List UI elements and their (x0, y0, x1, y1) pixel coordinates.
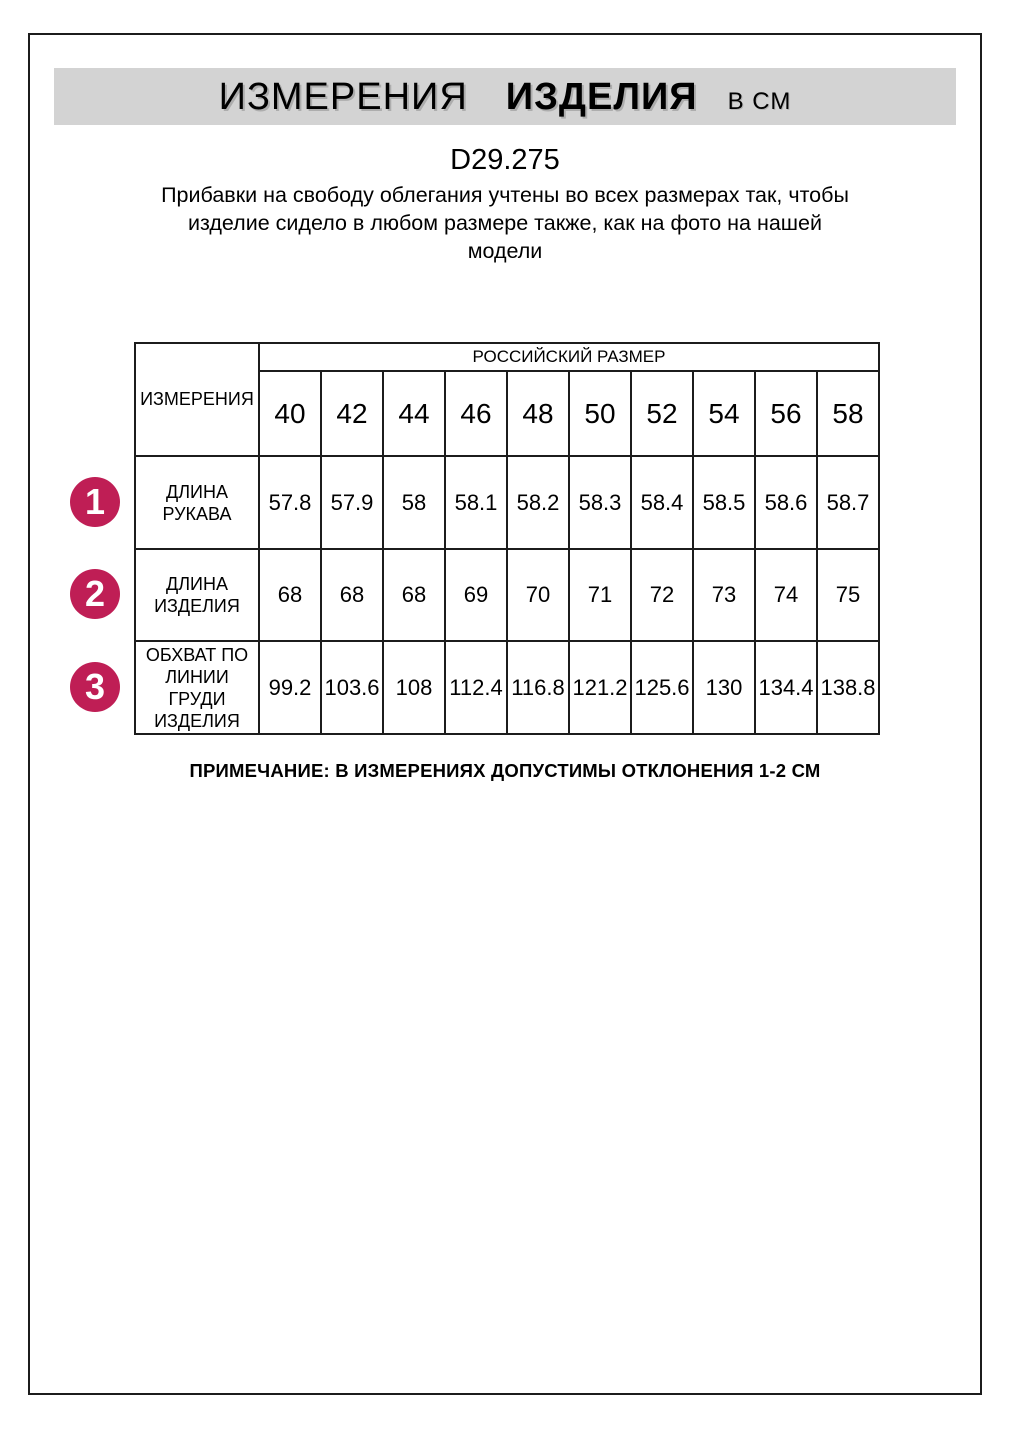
size-header-52: 52 (631, 371, 693, 456)
size-header-54: 54 (693, 371, 755, 456)
value-cell: 58.1 (445, 456, 507, 549)
description-line: Прибавки на свободу облегания учтены во всех размерах так, чтобы (161, 183, 849, 207)
size-table (134, 342, 880, 735)
value-cell: 116.8 (507, 641, 569, 734)
value-cell: 108 (383, 641, 445, 734)
value-cell: 68 (321, 549, 383, 641)
row-number-badge-2: 2 (70, 569, 120, 619)
size-header-44: 44 (383, 371, 445, 456)
group-header-row (135, 343, 879, 371)
value-cell: 58 (383, 456, 445, 549)
value-cell: 125.6 (631, 641, 693, 734)
model-code: D29.275 (450, 144, 560, 176)
value-cell: 103.6 (321, 641, 383, 734)
value-cell: 121.2 (569, 641, 631, 734)
value-cell: 58.4 (631, 456, 693, 549)
value-cell: 69 (445, 549, 507, 641)
value-cell: 58.2 (507, 456, 569, 549)
size-header-50: 50 (569, 371, 631, 456)
size-header-48: 48 (507, 371, 569, 456)
value-cell: 99.2 (259, 641, 321, 734)
value-cell: 74 (755, 549, 817, 641)
row-label: ДЛИНА ИЗДЕЛИЯ (135, 549, 259, 641)
value-cell: 58.5 (693, 456, 755, 549)
value-cell: 112.4 (445, 641, 507, 734)
title-measurements: ИЗМЕРЕНИЯ (218, 76, 468, 118)
table-row (135, 641, 879, 734)
row-number-badge-3: 3 (70, 662, 120, 712)
size-header-42: 42 (321, 371, 383, 456)
value-cell: 134.4 (755, 641, 817, 734)
title-bar (54, 68, 956, 125)
row-label: ОБХВАТ ПО ЛИНИИ ГРУДИ ИЗДЕЛИЯ (135, 641, 259, 734)
fit-description (28, 181, 982, 265)
value-cell: 138.8 (817, 641, 879, 734)
row-number-badge-1: 1 (70, 477, 120, 527)
value-cell: 72 (631, 549, 693, 641)
russian-size-header: РОССИЙСКИЙ РАЗМЕР (259, 343, 879, 371)
title-product: ИЗДЕЛИЯ (505, 76, 698, 118)
value-cell: 58.6 (755, 456, 817, 549)
size-header-56: 56 (755, 371, 817, 456)
description-line: модели (467, 239, 543, 263)
value-cell: 58.3 (569, 456, 631, 549)
description-line: изделие сидело в любом размере также, как на фото на нашей (187, 211, 823, 235)
value-cell: 57.8 (259, 456, 321, 549)
value-cell: 58.7 (817, 456, 879, 549)
size-header-40: 40 (259, 371, 321, 456)
value-cell: 57.9 (321, 456, 383, 549)
size-header-46: 46 (445, 371, 507, 456)
row-label: ДЛИНА РУКАВА (135, 456, 259, 549)
title-units: В СМ (727, 88, 792, 115)
value-cell: 68 (383, 549, 445, 641)
measurements-column-header: ИЗМЕРЕНИЯ (135, 343, 259, 456)
value-cell: 73 (693, 549, 755, 641)
table-row (135, 549, 879, 641)
value-cell: 68 (259, 549, 321, 641)
value-cell: 71 (569, 549, 631, 641)
value-cell: 75 (817, 549, 879, 641)
value-cell: 130 (693, 641, 755, 734)
value-cell: 70 (507, 549, 569, 641)
size-header-58: 58 (817, 371, 879, 456)
table-row (135, 456, 879, 549)
tolerance-note: ПРИМЕЧАНИЕ: В ИЗМЕРЕНИЯХ ДОПУСТИМЫ ОТКЛОНЕНИЯ 1-2 СМ (189, 760, 821, 781)
